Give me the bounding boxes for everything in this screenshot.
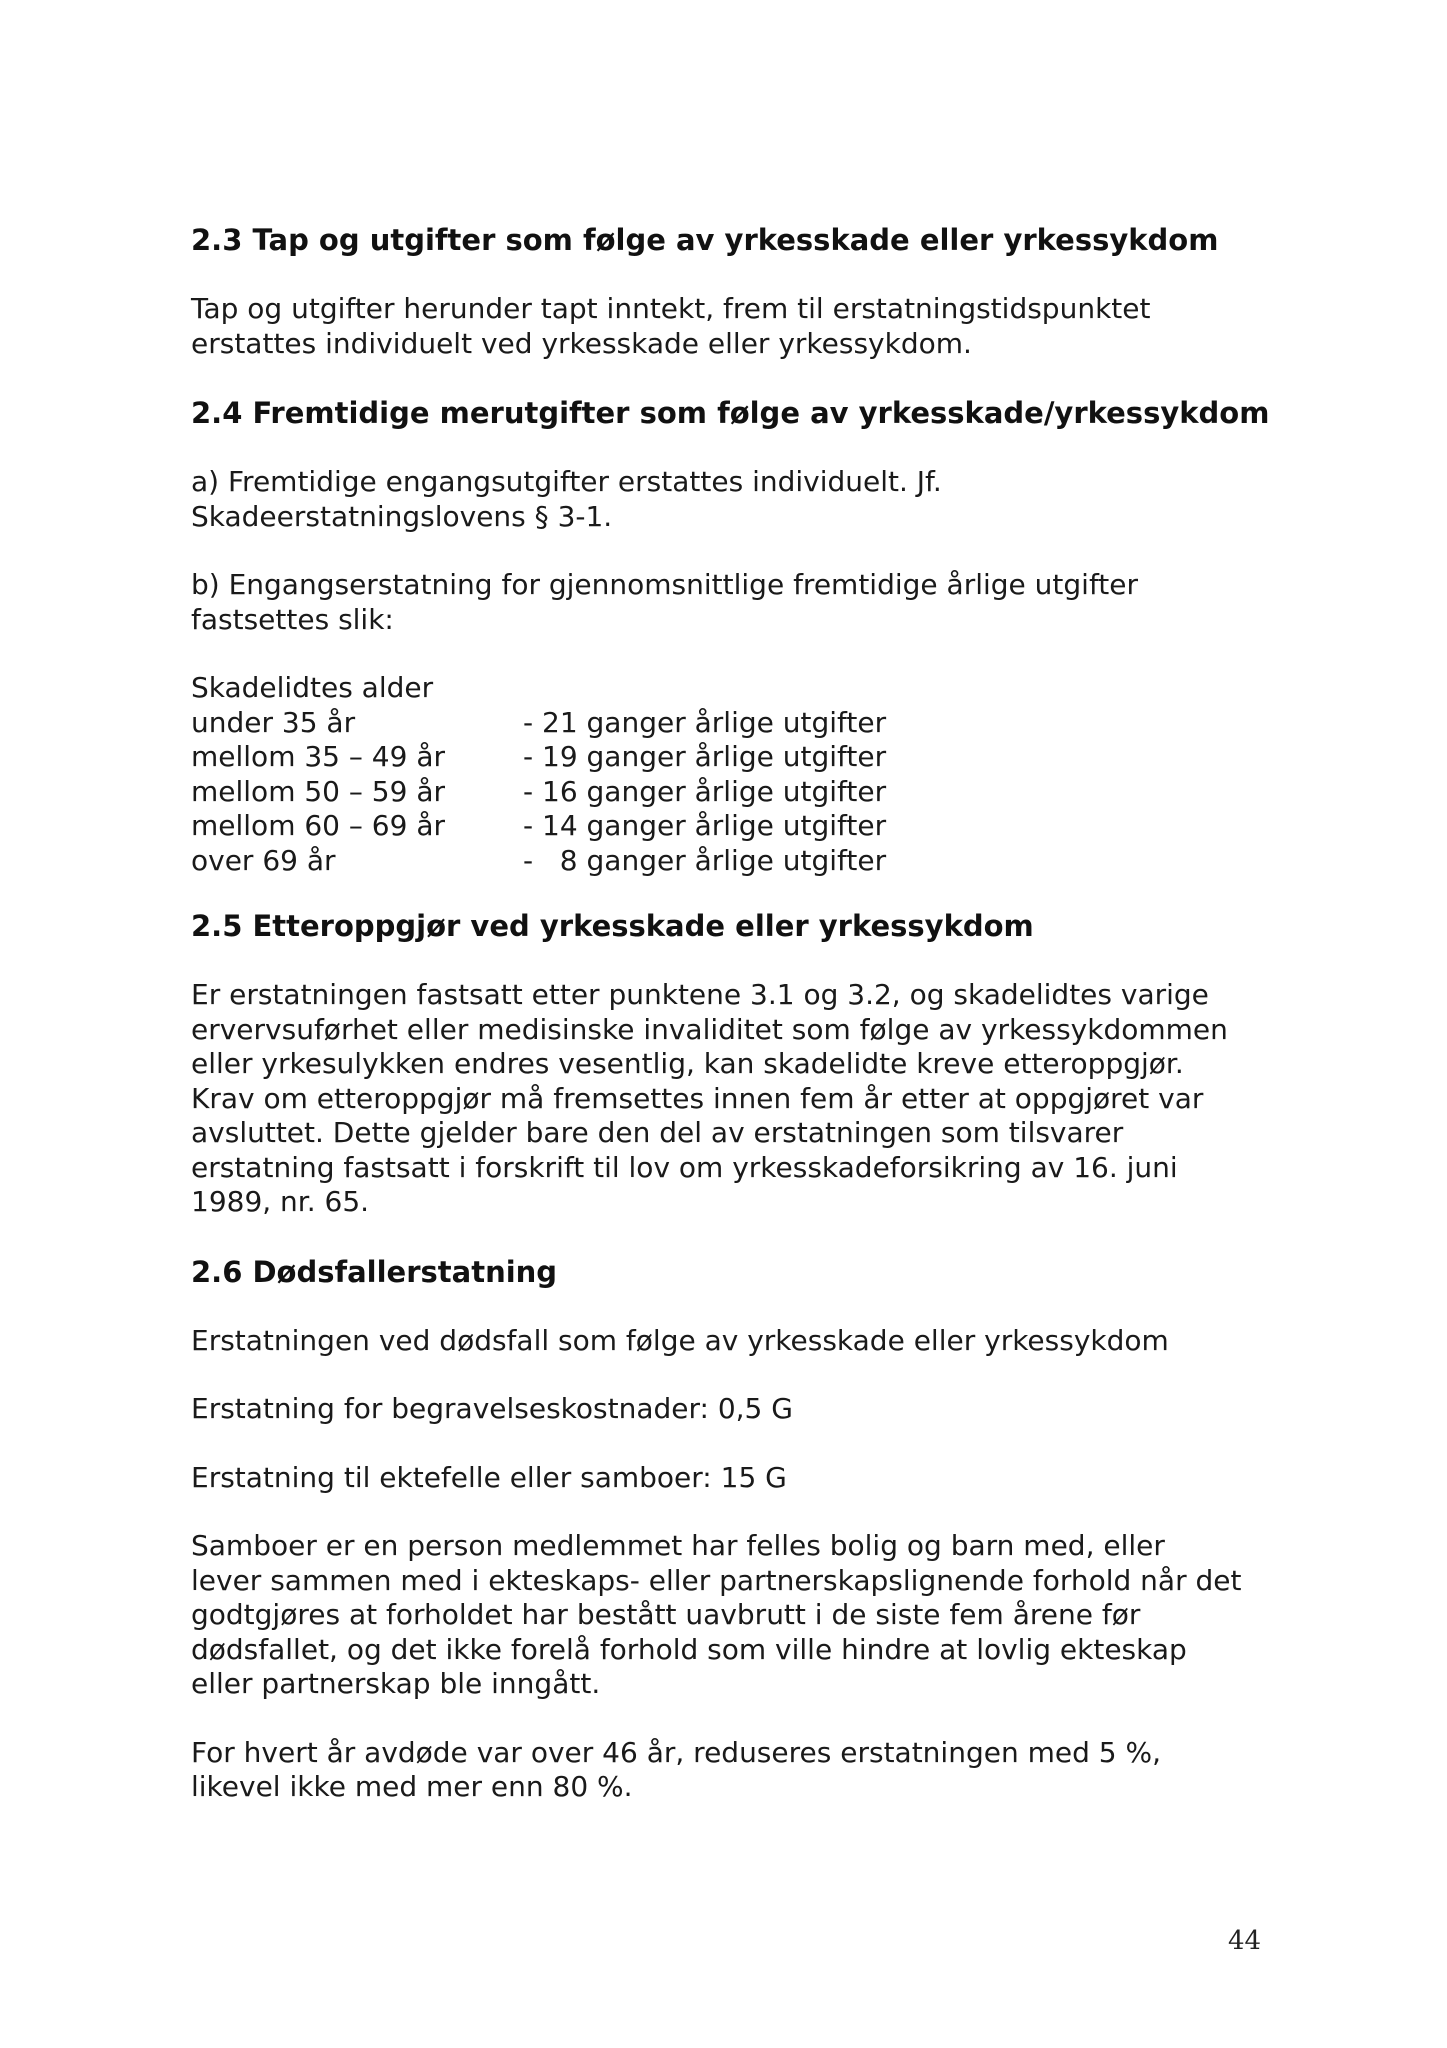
paragraph-2-6-2: Erstatning for begravelseskostnader: 0,5 G: [191, 1392, 793, 1425]
table-row: [191, 706, 1291, 741]
paragraph-2-4-b: b) Engangserstatning for gjennomsnittlige fremtidige årlige utgifter fastsettes slik:: [191, 568, 1139, 636]
heading-2-3: 2.3 Tap og utgifter som følge av yrkesskade eller yrkessykdom: [191, 223, 1219, 257]
age-cell: mellom 35 – 49 år: [191, 740, 445, 773]
paragraph-2-6-3: Erstatning til ektefelle eller samboer: 15 G: [191, 1460, 787, 1494]
age-cell: over 69 år: [191, 843, 336, 877]
page-content: [191, 222, 1291, 1805]
age-multiplier-table: [191, 671, 1291, 878]
paragraph-2-3: Tap og utgifter herunder tapt inntekt, frem til erstatningstidspunktet erstattes individuelt ved yrkesskade eller yrkessykdom.: [191, 292, 1151, 360]
paragraph-2-5: Er erstatningen fastsatt etter punktene 3.1 og 3.2, og skadelidtes varige ervervsuførhet eller medisinske invaliditet som følge av yrkessykdommen eller yrkesulykken endres vesentlig, kan skadelidte kreve etteroppgjør. Krav om etteroppgjør må fremsettes innen fem år etter at oppgjøret var avsluttet. Dette gjelder bare den del av erstatningen som tilsvarer erstatning fastsatt i forskrift til lov om yrkesskadeforsikring av 16. juni 1989, nr. 65.: [191, 978, 1228, 1218]
table-row: [191, 844, 1291, 879]
multiplier-cell: - 14 ganger årlige utgifter: [523, 809, 887, 842]
table-header-row: [191, 671, 1291, 706]
paragraph-2-6-1: Erstatningen ved dødsfall som følge av yrkesskade eller yrkessykdom: [191, 1323, 1169, 1357]
table-row: [191, 740, 1291, 775]
paragraph-2-6-4: Samboer er en person medlemmet har felles bolig og barn med, eller lever sammen med i ekteskaps- eller partnerskapslignende forhold når det godtgjøres at forholdet har bestått uavbrutt i de siste fem årene før dødsfallet, og det ikke forelå forhold som ville hindre at lovlig ekteskap eller partnerskap ble inngått.: [191, 1529, 1242, 1700]
table-header: Skadelidtes alder: [191, 671, 434, 704]
paragraph-2-6-5: For hvert år avdøde var over 46 år, reduseres erstatningen med 5 %, likevel ikke med mer enn 80 %.: [191, 1735, 1161, 1803]
table-row: [191, 775, 1291, 810]
age-cell: mellom 60 – 69 år: [191, 809, 445, 842]
multiplier-cell: - 21 ganger årlige utgifter: [523, 705, 887, 739]
multiplier-cell: - 8 ganger årlige utgifter: [523, 843, 887, 877]
heading-2-6: 2.6 Dødsfallerstatning: [191, 1254, 558, 1289]
multiplier-cell: - 16 ganger årlige utgifter: [523, 774, 887, 808]
multiplier-cell: - 19 ganger årlige utgifter: [523, 740, 887, 773]
age-cell: under 35 år: [191, 705, 356, 739]
paragraph-2-4-a: a) Fremtidige engangsutgifter erstattes individuelt. Jf. Skadeerstatningslovens § 3-1.: [191, 465, 942, 533]
table-row: [191, 809, 1291, 844]
heading-2-5: 2.5 Etteroppgjør ved yrkesskade eller yrkessykdom: [191, 909, 1034, 943]
age-cell: mellom 50 – 59 år: [191, 774, 445, 808]
page-number: 44: [1228, 1926, 1262, 1956]
heading-2-4: 2.4 Fremtidige merutgifter som følge av yrkesskade/yrkessykdom: [191, 396, 1270, 430]
